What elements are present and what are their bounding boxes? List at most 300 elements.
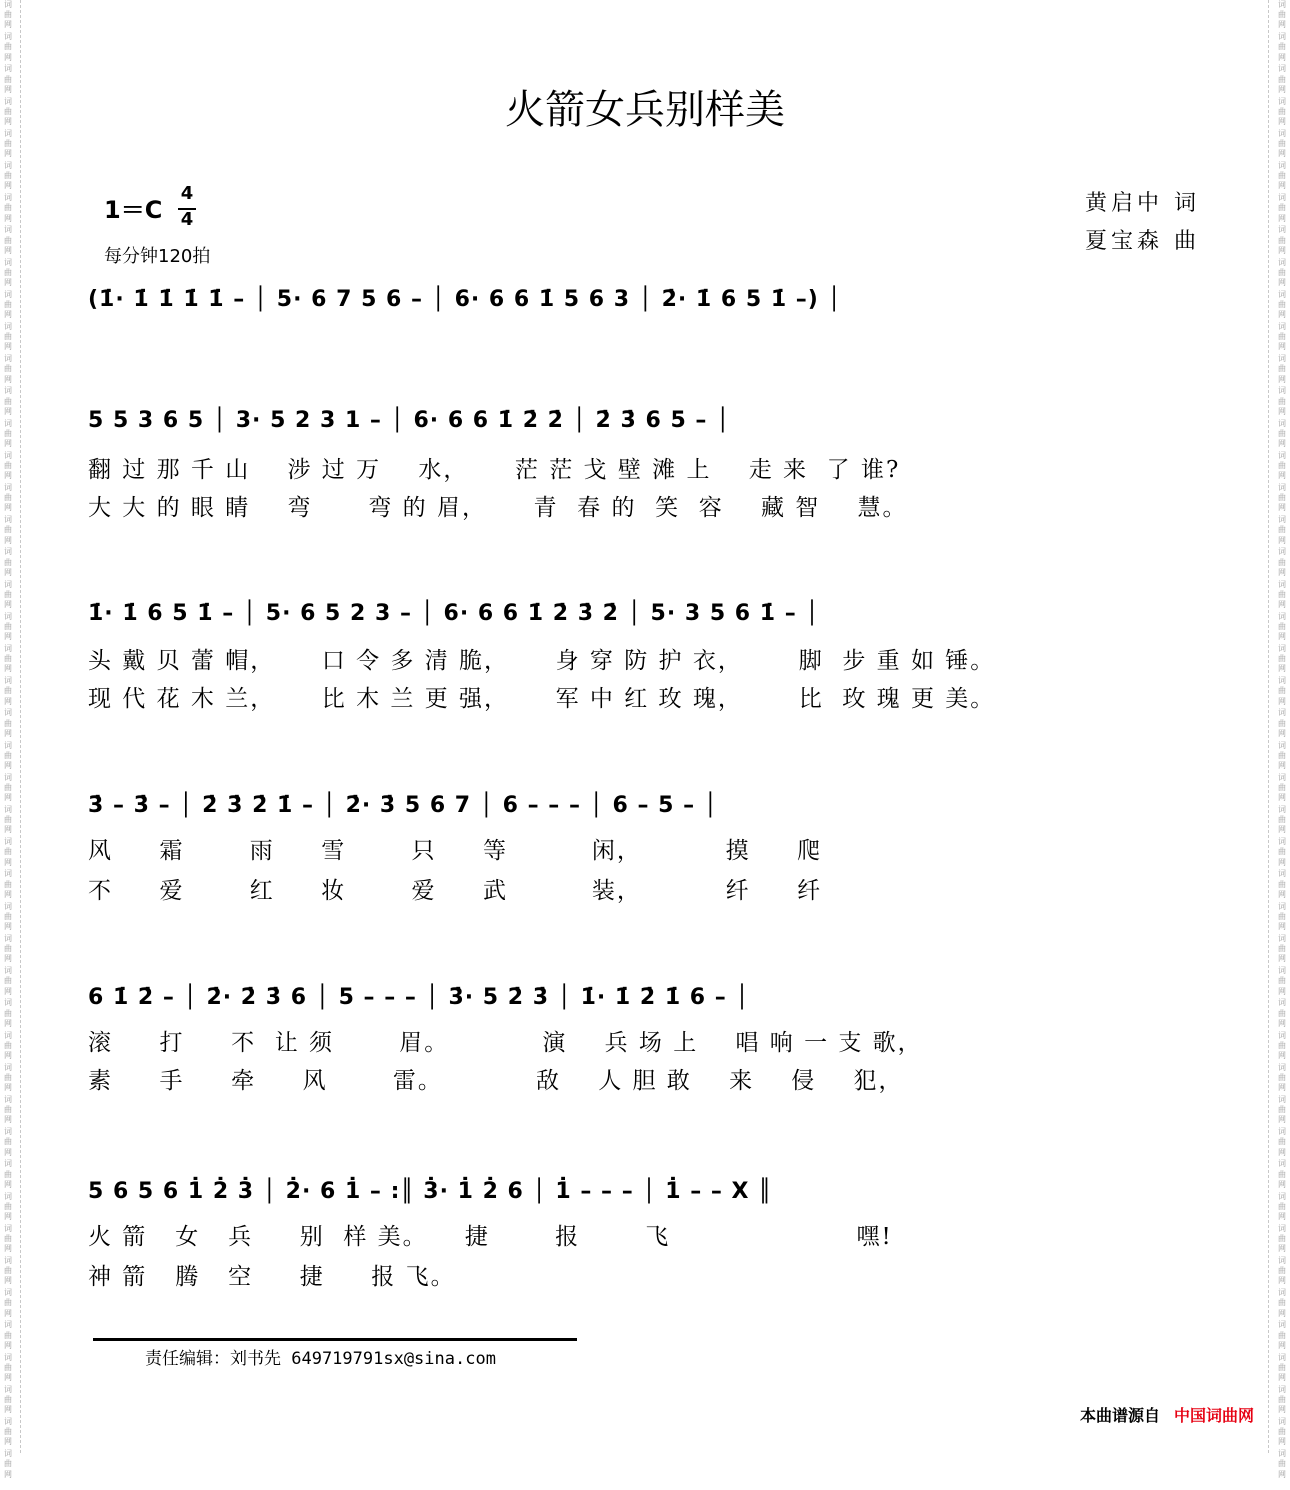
watermark-char: 词 (1278, 1191, 1286, 1201)
watermark-char: 曲 (4, 879, 12, 889)
watermark-char: 曲 (4, 815, 12, 825)
watermark-char: 网 (1278, 1050, 1286, 1060)
watermark-char: 词 (4, 1223, 12, 1233)
watermark-char: 曲 (4, 783, 12, 793)
watermark-char: 曲 (4, 203, 12, 213)
watermark-char: 曲 (1278, 1298, 1286, 1308)
watermark-char: 曲 (4, 396, 12, 406)
watermark-char: 词 (1278, 1127, 1286, 1137)
watermark-char: 曲 (1278, 750, 1286, 760)
watermark-char: 词 (4, 0, 12, 9)
watermark-char: 词 (1278, 998, 1286, 1008)
watermark-char: 词 (4, 708, 12, 718)
watermark-char: 网 (1278, 825, 1286, 835)
watermark-char: 网 (4, 857, 12, 867)
watermark-char: 词 (4, 611, 12, 621)
lyrics-verse-2: 素 手 牵 风 雷。 敌 人 胆 敢 来 侵 犯， (88, 1068, 904, 1094)
watermark-char: 网 (4, 954, 12, 964)
lyrics-verse-2: 不 爱 红 妆 爱 武 装， 纤 纤 (88, 878, 823, 904)
watermark-char: 曲 (1278, 783, 1286, 793)
watermark-char: 曲 (1278, 364, 1286, 374)
watermark-char: 词 (1278, 805, 1286, 815)
watermark-char: 网 (4, 1115, 12, 1125)
watermark-char: 曲 (1278, 976, 1286, 986)
watermark-char: 曲 (1278, 944, 1286, 954)
footer-divider (93, 1338, 577, 1341)
watermark-char: 曲 (1278, 1040, 1286, 1050)
lyrics-verse-2: 大 大 的 眼 睛 弯 弯 的 眉， 青 春 的 笑 容 藏 智 慧。 (88, 495, 908, 521)
watermark-char: 词 (4, 1127, 12, 1137)
watermark-char: 词 (1278, 289, 1286, 299)
watermark-char: 网 (1278, 793, 1286, 803)
watermark-char: 词 (1278, 933, 1286, 943)
watermark-char: 词 (1278, 740, 1286, 750)
watermark-char: 词 (4, 1384, 12, 1394)
watermark-char: 词 (1278, 708, 1286, 718)
watermark-char: 词 (1278, 1449, 1286, 1459)
lyricist-credit: 黄启中 词 (1085, 191, 1200, 216)
watermark-char: 网 (4, 52, 12, 62)
watermark-char: 词 (4, 1352, 12, 1362)
watermark-char: 曲 (1278, 1459, 1286, 1469)
watermark-char: 网 (1278, 84, 1286, 94)
watermark-char: 网 (4, 761, 12, 771)
lyrics-verse-2: 神 箭 腾 空 捷 报 飞。 (88, 1264, 456, 1290)
watermark-char: 词 (4, 32, 12, 42)
watermark-char: 词 (1278, 676, 1286, 686)
watermark-char: 词 (1278, 1416, 1286, 1426)
watermark-char: 曲 (1278, 1137, 1286, 1147)
watermark-char: 词 (4, 322, 12, 332)
watermark-char: 曲 (4, 686, 12, 696)
watermark-char: 曲 (1278, 1072, 1286, 1082)
watermark-char: 词 (4, 515, 12, 525)
watermark-char: 词 (4, 1062, 12, 1072)
watermark-char: 曲 (1278, 10, 1286, 20)
watermark-char: 曲 (1278, 557, 1286, 567)
watermark-char: 网 (4, 1018, 12, 1028)
watermark-char: 曲 (4, 1298, 12, 1308)
watermark-char: 曲 (4, 1330, 12, 1340)
watermark-char: 网 (1278, 1405, 1286, 1415)
watermark-char: 网 (1278, 278, 1286, 288)
watermark-char: 词 (1278, 128, 1286, 138)
editor-credit: 责任编辑：刘书先 649719791sx@sina.com (145, 1349, 496, 1369)
watermark-char: 网 (4, 986, 12, 996)
watermark-char: 曲 (1278, 525, 1286, 535)
watermark-char: 词 (1278, 1062, 1286, 1072)
watermark-gap (1274, 1480, 1290, 1482)
watermark-char: 曲 (1278, 1105, 1286, 1115)
watermark-char: 词 (4, 933, 12, 943)
watermark-char: 词 (4, 1449, 12, 1459)
watermark-char: 网 (4, 374, 12, 384)
watermark-char: 曲 (1278, 203, 1286, 213)
watermark-char: 词 (4, 579, 12, 589)
watermark-char: 网 (4, 406, 12, 416)
lyrics-verse-1: 头 戴 贝 蕾 帽， 口 令 多 清 脆， 身 穿 防 护 衣， 脚 步 重 如 锤。 (88, 648, 996, 674)
watermark-char: 词 (1278, 450, 1286, 460)
watermark-char: 词 (1278, 161, 1286, 171)
watermark-char: 词 (4, 64, 12, 74)
watermark-char: 词 (4, 450, 12, 460)
watermark-char: 网 (1278, 503, 1286, 513)
watermark-char: 词 (1278, 322, 1286, 332)
watermark-char: 网 (4, 310, 12, 320)
watermark-char: 曲 (1278, 718, 1286, 728)
watermark-char: 曲 (4, 235, 12, 245)
watermark-char: 曲 (4, 1137, 12, 1147)
watermark-char: 词 (1278, 418, 1286, 428)
watermark-char: 词 (4, 998, 12, 1008)
watermark-char: 曲 (1278, 106, 1286, 116)
notation-line: 5 6 5 6 1̇ 2̇ 3̇ │ 2̇· 6 1̇ – :║ 3̇· 1̇ 2̇ 6 │ 1̇ – – – │ 1̇ – – X ║ (88, 1179, 773, 1204)
watermark-char: 曲 (4, 1459, 12, 1469)
watermark-char: 网 (4, 728, 12, 738)
lyrics-verse-1: 火 箭 女 兵 别 样 美。 捷 报 飞 嘿! (88, 1224, 893, 1250)
watermark-char: 曲 (1278, 879, 1286, 889)
watermark-char: 曲 (4, 332, 12, 342)
watermark-char: 词 (4, 837, 12, 847)
watermark-char: 网 (1278, 1437, 1286, 1447)
watermark-char: 曲 (4, 1266, 12, 1276)
watermark-char: 词 (4, 1159, 12, 1169)
watermark-char: 词 (1278, 611, 1286, 621)
watermark-char: 网 (4, 20, 12, 30)
watermark-char: 曲 (1278, 686, 1286, 696)
watermark-char: 词 (4, 966, 12, 976)
watermark-char: 词 (4, 772, 12, 782)
watermark-char: 曲 (4, 1233, 12, 1243)
watermark-char: 网 (4, 1469, 12, 1479)
watermark-char: 网 (1278, 1340, 1286, 1350)
watermark-char: 曲 (4, 1105, 12, 1115)
watermark-char: 词 (1278, 1288, 1286, 1298)
watermark-char: 词 (4, 386, 12, 396)
watermark-char: 曲 (4, 300, 12, 310)
watermark-char: 网 (4, 1340, 12, 1350)
watermark-char: 词 (1278, 1320, 1286, 1330)
watermark-char: 网 (1278, 857, 1286, 867)
watermark-char: 网 (4, 535, 12, 545)
watermark-char: 词 (4, 869, 12, 879)
watermark-char: 网 (1278, 535, 1286, 545)
watermark-char: 词 (4, 901, 12, 911)
watermark-char: 词 (4, 1030, 12, 1040)
watermark-char: 网 (1278, 20, 1286, 30)
watermark-char: 曲 (1278, 139, 1286, 149)
watermark-char: 曲 (1278, 1266, 1286, 1276)
watermark-char: 词 (4, 225, 12, 235)
watermark-char: 词 (4, 96, 12, 106)
watermark-char: 网 (1278, 889, 1286, 899)
watermark-char: 曲 (1278, 1201, 1286, 1211)
watermark-char: 词 (4, 1255, 12, 1265)
key-signature: 1＝C (104, 196, 163, 224)
watermark-char: 词 (4, 193, 12, 203)
watermark-char: 网 (4, 889, 12, 899)
watermark-char: 网 (1278, 342, 1286, 352)
watermark-char: 网 (1278, 1018, 1286, 1028)
watermark-char: 曲 (1278, 815, 1286, 825)
watermark-char: 网 (4, 213, 12, 223)
watermark-char: 曲 (1278, 332, 1286, 342)
watermark-char: 词 (1278, 1255, 1286, 1265)
watermark-char: 曲 (1278, 235, 1286, 245)
watermark-char: 曲 (4, 171, 12, 181)
watermark-char: 网 (4, 117, 12, 127)
watermark-char: 网 (4, 181, 12, 191)
watermark-char: 网 (1278, 922, 1286, 932)
watermark-char: 网 (1278, 117, 1286, 127)
watermark-char: 词 (1278, 1384, 1286, 1394)
watermark-char: 网 (4, 1372, 12, 1382)
watermark-char: 曲 (1278, 300, 1286, 310)
watermark-char: 词 (4, 128, 12, 138)
watermark-char: 词 (4, 1288, 12, 1298)
watermark-char: 网 (4, 1308, 12, 1318)
watermark-char: 曲 (4, 976, 12, 986)
notation-line: 5 5 3 6 5 │ 3· 5 2 3 1 – │ 6· 6 6 1̇ 2̇ 2̇ │ 2̇ 3̇ 6 5 – │ (88, 408, 731, 433)
watermark-char: 曲 (1278, 1008, 1286, 1018)
watermark-char: 词 (1278, 225, 1286, 235)
watermark-char: 词 (1278, 515, 1286, 525)
watermark-char: 曲 (4, 364, 12, 374)
watermark-char: 曲 (1278, 622, 1286, 632)
source-note (1080, 1403, 1254, 1426)
watermark-char: 曲 (4, 1040, 12, 1050)
watermark-char: 曲 (1278, 267, 1286, 277)
watermark-char: 曲 (4, 267, 12, 277)
watermark-char: 曲 (4, 1072, 12, 1082)
watermark-char: 曲 (4, 74, 12, 84)
watermark-char: 词 (1278, 96, 1286, 106)
watermark-char: 词 (1278, 257, 1286, 267)
watermark-char: 词 (4, 354, 12, 364)
watermark-char: 网 (1278, 1115, 1286, 1125)
watermark-char: 词 (1278, 0, 1286, 9)
watermark-char: 网 (1278, 600, 1286, 610)
watermark-char: 曲 (4, 654, 12, 664)
right-watermark-strip (1274, 0, 1290, 1479)
watermark-char: 词 (1278, 837, 1286, 847)
watermark-char: 网 (1278, 696, 1286, 706)
watermark-char: 网 (1278, 1147, 1286, 1157)
watermark-char: 词 (4, 289, 12, 299)
watermark-char: 词 (4, 483, 12, 493)
watermark-char: 网 (4, 664, 12, 674)
watermark-char: 词 (1278, 1094, 1286, 1104)
watermark-char: 词 (1278, 64, 1286, 74)
left-margin-line (20, 0, 21, 1453)
watermark-char: 曲 (4, 1201, 12, 1211)
watermark-char: 网 (1278, 52, 1286, 62)
watermark-char: 网 (4, 1147, 12, 1157)
watermark-char: 词 (1278, 547, 1286, 557)
watermark-char: 网 (1278, 245, 1286, 255)
watermark-char: 网 (4, 84, 12, 94)
watermark-char: 词 (4, 1191, 12, 1201)
watermark-char: 词 (4, 161, 12, 171)
watermark-char: 网 (1278, 213, 1286, 223)
watermark-char: 曲 (1278, 911, 1286, 921)
watermark-char: 词 (1278, 901, 1286, 911)
source-site-link[interactable]: 中国词曲网 (1173, 1406, 1254, 1425)
watermark-char: 网 (4, 1083, 12, 1093)
watermark-char: 曲 (4, 718, 12, 728)
watermark-char: 网 (4, 149, 12, 159)
watermark-char: 网 (1278, 149, 1286, 159)
watermark-char: 网 (1278, 310, 1286, 320)
watermark-char: 网 (1278, 986, 1286, 996)
watermark-char: 曲 (4, 525, 12, 535)
watermark-char: 曲 (1278, 493, 1286, 503)
watermark-char: 曲 (1278, 428, 1286, 438)
watermark-char: 词 (1278, 1223, 1286, 1233)
watermark-char: 网 (4, 1276, 12, 1286)
watermark-char: 网 (4, 1437, 12, 1447)
watermark-char: 词 (4, 1416, 12, 1426)
watermark-char: 曲 (1278, 1330, 1286, 1340)
lyrics-verse-1: 翻 过 那 千 山 涉 过 万 水， 茫 茫 戈 壁 滩 上 走 来 了 谁? (88, 457, 901, 483)
watermark-char: 曲 (4, 1169, 12, 1179)
watermark-char: 网 (4, 696, 12, 706)
watermark-char: 网 (1278, 1372, 1286, 1382)
time-signature-bottom: 4 (180, 209, 194, 230)
watermark-char: 网 (1278, 1211, 1286, 1221)
watermark-char: 曲 (1278, 1169, 1286, 1179)
watermark-char: 网 (4, 1211, 12, 1221)
notation-line: (1̇· 1̇ 1̇ 1̇ 1̇ – │ 5· 6 7 5 6 – │ 6· 6 6 1̇ 5 6 3 │ 2̇· 1̇ 6 5 1̇ –) │ (88, 287, 842, 312)
watermark-char: 词 (1278, 869, 1286, 879)
watermark-char: 网 (1278, 1308, 1286, 1318)
watermark-char: 网 (4, 471, 12, 481)
watermark-char: 词 (1278, 1159, 1286, 1169)
watermark-char: 词 (4, 805, 12, 815)
watermark-char: 曲 (4, 1394, 12, 1404)
watermark-char: 曲 (4, 911, 12, 921)
watermark-gap (0, 1480, 16, 1482)
watermark-char: 曲 (1278, 654, 1286, 664)
watermark-char: 网 (1278, 181, 1286, 191)
watermark-char: 曲 (1278, 847, 1286, 857)
left-watermark-strip (0, 0, 16, 1479)
watermark-char: 曲 (1278, 396, 1286, 406)
watermark-char: 网 (4, 1244, 12, 1254)
watermark-char: 词 (1278, 966, 1286, 976)
watermark-char: 网 (1278, 374, 1286, 384)
watermark-char: 网 (1278, 406, 1286, 416)
watermark-char: 词 (4, 676, 12, 686)
watermark-char: 曲 (4, 493, 12, 503)
watermark-char: 曲 (4, 42, 12, 52)
watermark-char: 词 (1278, 354, 1286, 364)
watermark-char: 曲 (1278, 171, 1286, 181)
watermark-char: 曲 (4, 139, 12, 149)
watermark-char: 曲 (4, 944, 12, 954)
song-title: 火箭女兵别样美 (505, 87, 785, 133)
lyrics-verse-1: 滚 打 不 让 须 眉。 演 兵 场 上 唱 响 一 支 歌， (88, 1030, 923, 1056)
notation-line: 3̇ – 3̇ – │ 2̇ 3̇ 2̇ 1̇ – │ 2̇· 3̇ 5 6 7 │ 6 – – – │ 6 – 5 – │ (88, 793, 719, 818)
watermark-char: 词 (4, 547, 12, 557)
watermark-char: 曲 (4, 750, 12, 760)
watermark-char: 词 (1278, 1030, 1286, 1040)
watermark-char: 网 (1278, 1276, 1286, 1286)
watermark-char: 词 (4, 1320, 12, 1330)
source-label: 本曲谱源自 (1079, 1406, 1160, 1425)
watermark-char: 网 (1278, 1469, 1286, 1479)
notation-line: 6 1̇ 2̇ – │ 2̇· 2̇ 3̇ 6 │ 5 – – – │ 3̇· 5 2̇ 3̇ │ 1̇· 1̇ 2̇ 1̇ 6 – │ (88, 985, 750, 1010)
watermark-char: 网 (4, 825, 12, 835)
watermark-char: 网 (1278, 567, 1286, 577)
watermark-char: 曲 (1278, 589, 1286, 599)
watermark-char: 曲 (4, 1362, 12, 1372)
watermark-char: 网 (1278, 1083, 1286, 1093)
watermark-char: 网 (4, 1050, 12, 1060)
watermark-char: 曲 (1278, 1427, 1286, 1437)
watermark-char: 词 (1278, 193, 1286, 203)
watermark-char: 曲 (4, 847, 12, 857)
watermark-char: 词 (1278, 772, 1286, 782)
watermark-char: 网 (1278, 728, 1286, 738)
watermark-char: 词 (1278, 1352, 1286, 1362)
watermark-char: 网 (4, 1405, 12, 1415)
watermark-char: 词 (4, 418, 12, 428)
composer-credit: 夏宝森 曲 (1085, 229, 1200, 254)
watermark-char: 网 (4, 245, 12, 255)
watermark-char: 网 (4, 439, 12, 449)
watermark-char: 网 (1278, 632, 1286, 642)
watermark-char: 网 (4, 567, 12, 577)
lyrics-verse-2: 现 代 花 木 兰， 比 木 兰 更 强， 军 中 红 玫 瑰， 比 玫 瑰 更 美。 (88, 686, 996, 712)
watermark-char: 网 (1278, 471, 1286, 481)
watermark-char: 曲 (1278, 1394, 1286, 1404)
watermark-char: 词 (4, 740, 12, 750)
watermark-char: 网 (4, 632, 12, 642)
watermark-char: 网 (4, 503, 12, 513)
watermark-char: 网 (1278, 761, 1286, 771)
watermark-char: 曲 (4, 1008, 12, 1018)
right-margin-line (1268, 0, 1269, 1453)
watermark-char: 网 (1278, 1244, 1286, 1254)
watermark-char: 网 (4, 342, 12, 352)
watermark-char: 网 (4, 793, 12, 803)
watermark-char: 网 (4, 278, 12, 288)
watermark-char: 曲 (4, 1427, 12, 1437)
watermark-char: 词 (4, 1094, 12, 1104)
watermark-char: 网 (1278, 439, 1286, 449)
watermark-char: 词 (1278, 386, 1286, 396)
lyrics-verse-1: 风 霜 雨 雪 只 等 闲， 摸 爬 (88, 838, 823, 864)
watermark-char: 曲 (4, 106, 12, 116)
watermark-char: 曲 (4, 622, 12, 632)
watermark-char: 曲 (4, 10, 12, 20)
watermark-char: 网 (1278, 954, 1286, 964)
watermark-char: 网 (4, 1179, 12, 1189)
watermark-char: 曲 (1278, 1362, 1286, 1372)
watermark-char: 曲 (4, 428, 12, 438)
watermark-char: 曲 (4, 461, 12, 471)
tempo-marking: 每分钟120拍 (104, 246, 211, 267)
watermark-char: 曲 (1278, 42, 1286, 52)
watermark-char: 词 (4, 644, 12, 654)
notation-line: 1̇· 1̇ 6 5 1̇ – │ 5· 6 5 2 3 – │ 6· 6 6 1̇ 2̇ 3̇ 2̇ │ 5· 3 5 6 1̇ – │ (88, 601, 820, 626)
watermark-char: 曲 (4, 557, 12, 567)
watermark-char: 网 (1278, 664, 1286, 674)
watermark-char: 网 (1278, 1179, 1286, 1189)
watermark-char: 曲 (4, 589, 12, 599)
watermark-char: 词 (1278, 32, 1286, 42)
